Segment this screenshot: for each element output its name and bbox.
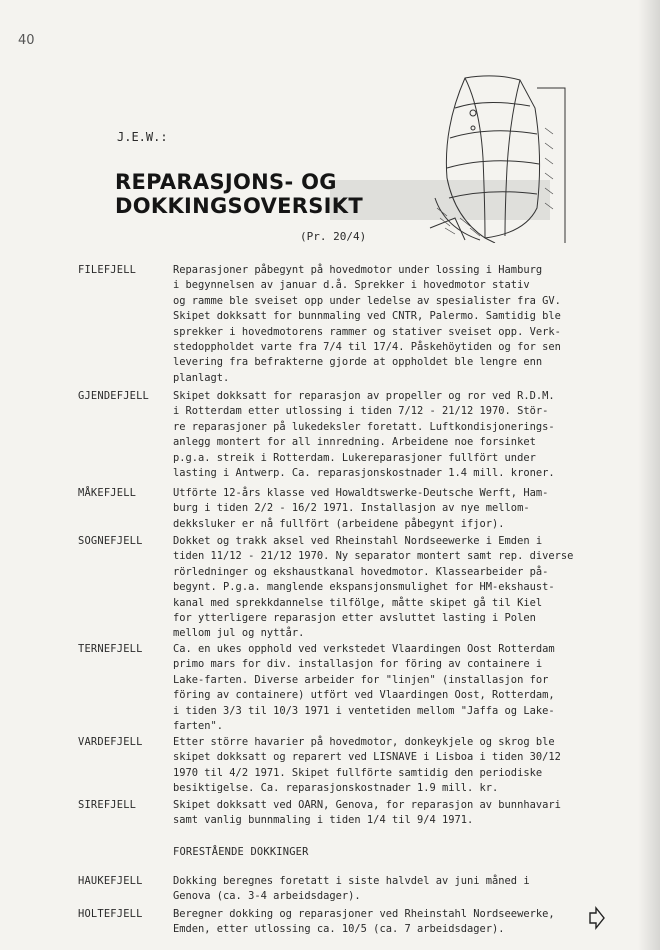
ship-name: FILEFJELL — [78, 264, 137, 276]
ship-name: TERNEFJELL — [78, 643, 143, 655]
repair-description: Dokket og trakk aksel ved Rheinstahl Nordseewerke i Emden i tiden 11/12 - 21/12 1970. Ny separator montert samt rep. diverse rörledninger og ekshaustkanal hovedmotor. Klassearbeider på- begynt. P.g.a. manglende ekspansjonsmulighet for HM-ekshaust- kanal med sprekkdannelse tilfölge, måtte skipet gå til Kiel for ytterligere reparasjon etter avsluttet lasting i Polen mellom jul og nyttår. — [173, 535, 574, 640]
ship-name: SOGNEFJELL — [78, 535, 143, 547]
repair-description: Reparasjoner påbegynt på hovedmotor under lossing i Hamburg i begynnelsen av januar d.å. Sprekker i hovedmotor stativ og ramme ble sveiset opp under ledelse av spesialister fra GV. Skipet dokksatt for bunnmaling ved CNTR, Palermo. Samtidig ble sprekker i hovedmotorens rammer og stativer sveiset opp. Verk- stedoppholdet varte fra 7/4 til 17/4. Påskehöytiden og for sen levering fra befrakterne gjorde at oppholdet ble lengre enn planlagt. — [173, 264, 561, 384]
upcoming-dockings-heading: FORESTÅENDE DOKKINGER — [173, 846, 309, 858]
ship-name: MÅKEFJELL — [78, 487, 137, 499]
author-initials: J.E.W.: — [117, 130, 168, 144]
date-note: (Pr. 20/4) — [300, 230, 367, 243]
docking-plan: Dokking beregnes foretatt i siste halvdel av juni måned i Genova (ca. 3-4 arbeidsdager). — [173, 875, 530, 903]
ship-drydock-illustration — [425, 68, 570, 243]
repair-description: Skipet dokksatt ved OARN, Genova, for reparasjon av bunnhavari samt vanlig bunnmaling i tiden 1/4 til 9/4 1971. — [173, 799, 561, 827]
ship-name: GJENDEFJELL — [78, 390, 150, 402]
title-line-2: DOKKINGSOVERSIKT — [115, 194, 363, 218]
page-edge-shadow — [638, 0, 660, 950]
page-title — [115, 170, 363, 218]
repair-description: Utförte 12-års klasse ved Howaldtswerke-Deutsche Werft, Ham- burg i tiden 2/2 - 16/2 1971. Installasjon av nye mellom- dekksluker er nå fullfört (arbeidene påbegynt ifjor). — [173, 487, 549, 530]
ship-name: HOLTEFJELL — [78, 908, 143, 920]
repair-description: Etter större havarier på hovedmotor, donkeykjele og skrog ble skipet dokksatt og reparert ved LISNAVE i Lisboa i tiden 30/12 1970 til 4/2 1971. Skipet fullförte samtidig den periodiske besiktigelse. Ca. reparasjonskostnader 1.9 mill. kr. — [173, 736, 561, 795]
docking-plan: Beregner dokking og reparasjoner ved Rheinstahl Nordseewerke, Emden, etter utlossing ca. 10/5 (ca. 7 arbeidsdager). — [173, 908, 555, 936]
ship-name: HAUKEFJELL — [78, 875, 143, 887]
title-line-1: REPARASJONS- OG — [115, 170, 337, 194]
repair-description: Skipet dokksatt for reparasjon av propeller og ror ved R.D.M. i Rotterdam etter utlossing i tiden 7/12 - 21/12 1970. Stör- re reparasjoner på lukedeksler foretatt. Luftkondisjonerings- anlegg montert for all innredning. Arbeidene noe forsinket p.g.a. streik i Rotterdam. Lukereparasjoner fullfört under lasting i Antwerp. Ca. reparasjonskostnader 1.4 mill. kroner. — [173, 390, 555, 480]
continue-arrow-icon — [588, 906, 606, 930]
ship-name: SIREFJELL — [78, 799, 137, 811]
page-number: 40 — [18, 33, 35, 48]
ship-name: VARDEFJELL — [78, 736, 143, 748]
repair-description: Ca. en ukes opphold ved verkstedet Vlaardingen Oost Rotterdam primo mars for div. installasjon for föring av containere i Lake-farten. Diverse arbeider for "linjen" (installasjon for föring av containere) utfört ved Vlaardingen Oost, Rotterdam, i tiden 3/3 til 10/3 1971 i ventetiden mellom "Jaffa og Lake- farten". — [173, 643, 555, 733]
